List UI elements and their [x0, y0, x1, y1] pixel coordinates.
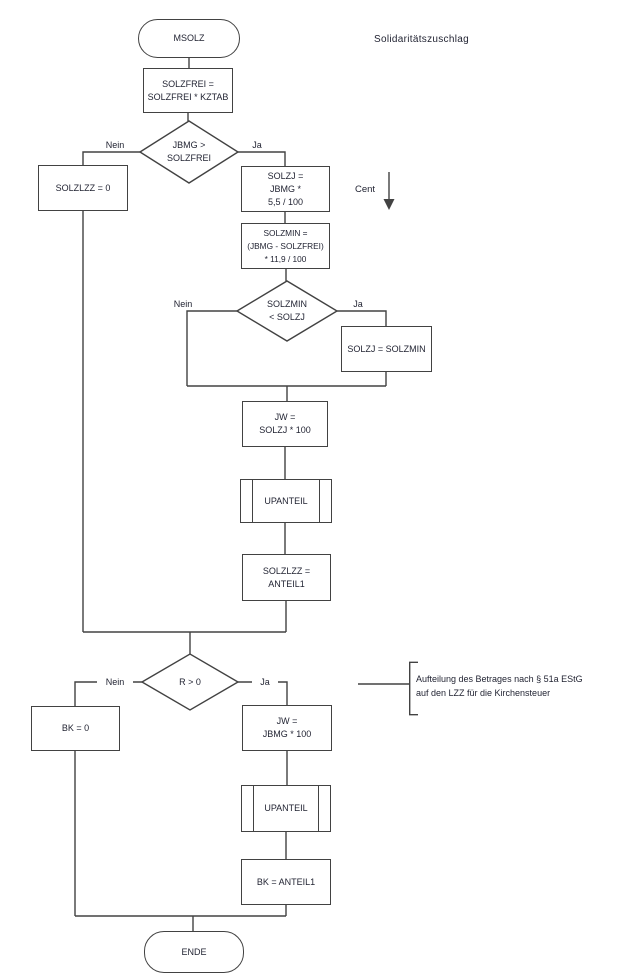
process-solzlzz-anteil1 [242, 554, 331, 601]
text-line: SOLZLZZ = [262, 565, 311, 576]
page-title: Solidaritätszuschlag [374, 34, 469, 45]
text-line: SOLZLZZ = 0 [55, 182, 111, 193]
text-line: ENDE [181, 946, 207, 957]
edge-d2-ja [337, 311, 386, 326]
cent-label: Cent [355, 184, 376, 195]
text-line: 5,5 / 100 [267, 196, 304, 207]
edge-label-d3-ja: Ja [252, 677, 278, 688]
text-line: (JBMG - SOLZFREI) [247, 240, 324, 251]
note-text [416, 673, 583, 700]
terminator-end [144, 931, 244, 973]
text-line: auf den LZZ für die Kirchensteuer [416, 687, 551, 698]
text-line: * 11,9 / 100 [264, 253, 307, 264]
text-line: BK = ANTEIL1 [256, 876, 316, 887]
edge-d1-nein [83, 152, 140, 165]
decision-solzmin-solzj-label [247, 298, 327, 324]
terminator-start [138, 19, 240, 58]
decision-jbmg-solzfrei-label [149, 139, 229, 165]
edge-d1-ja [238, 152, 285, 166]
predefined-left-bar [252, 480, 253, 522]
text-line: JBMG * [269, 183, 301, 194]
text-line: JW = [274, 412, 296, 422]
text-line: BK = 0 [61, 723, 90, 733]
process-bk-zero [31, 706, 120, 751]
process-solzmin [241, 223, 330, 269]
text-line: UPANTEIL [264, 803, 308, 813]
process-jw-jbmg [242, 705, 332, 751]
text-line: SOLZFREI = [162, 78, 214, 89]
text-line: MSOLZ [173, 33, 205, 43]
text-line: < SOLZJ [269, 312, 305, 322]
text-line: JBMG > [172, 140, 206, 150]
edge-label-d3-nein: Nein [97, 677, 133, 688]
edge-d2-nein [187, 311, 237, 386]
predefined-upanteil-2 [241, 785, 331, 832]
text-line: SOLZJ * 100 [259, 425, 311, 435]
process-jw-solzj [242, 401, 328, 447]
process-bk-anteil1 [241, 859, 331, 905]
text-line: JW = [276, 716, 298, 726]
process-solzlzz-zero [38, 165, 128, 211]
text-line: JBMG * 100 [262, 729, 312, 739]
predefined-right-bar [318, 786, 319, 831]
process-solzj [241, 166, 330, 212]
process-solzfrei [143, 68, 233, 113]
text-line: SOLZJ = [267, 170, 304, 181]
text-line: R > 0 [179, 677, 201, 687]
text-line: SOLZMIN [266, 299, 307, 309]
edge-label-d2-ja: Ja [345, 299, 371, 310]
text-line: SOLZMIN = [263, 227, 308, 238]
predefined-right-bar [319, 480, 320, 522]
text-line: SOLZFREI * KZTAB [147, 91, 229, 102]
text-line: SOLZJ = SOLZMIN [347, 343, 426, 354]
text-line: Aufteilung des Betrages nach § 51a EStG [416, 674, 583, 684]
cent-arrow-head-icon [384, 199, 395, 210]
text-line: SOLZFREI [166, 153, 211, 163]
decision-r-label [150, 676, 230, 689]
edge-label-d1-nein: Nein [97, 140, 133, 151]
edge-label-d1-ja: Ja [244, 140, 270, 151]
text-line: ANTEIL1 [268, 578, 305, 589]
text-line: UPANTEIL [264, 495, 308, 506]
predefined-left-bar [253, 786, 254, 831]
process-solzj-solzmin [341, 326, 432, 372]
edge-label-d2-nein: Nein [165, 299, 201, 310]
predefined-upanteil-1 [240, 479, 332, 523]
